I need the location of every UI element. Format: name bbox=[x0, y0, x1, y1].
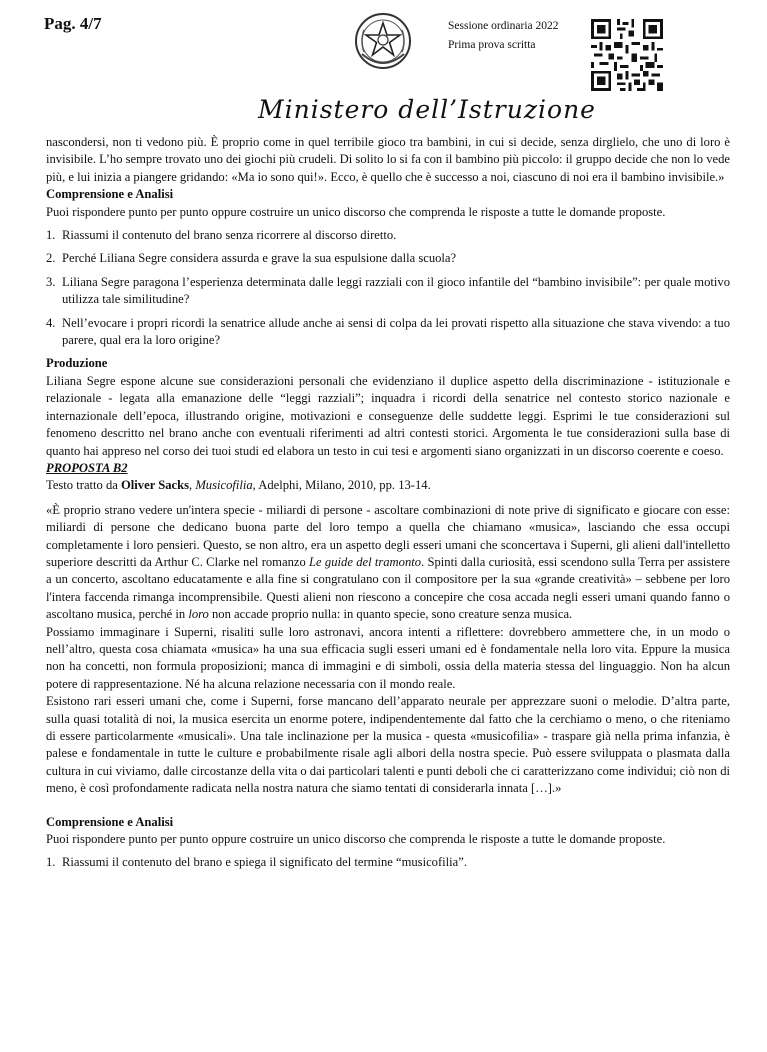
question-text: Riassumi il contenuto del brano senza ricorrere al discorso diretto. bbox=[62, 228, 397, 243]
quote-text: «È proprio strano vedere un'intera specie - miliardi di persone - ascoltare combinazioni di note prive di significato e giocare con esse: miliardi di persone che dedicano buona parte del loro tempo a quella che chiamano «musica», lasciando che essa occupi completamente i loro pensieri. Questo, se non altro, era un aspetto degli esseri umani che sconcertava i Superni, gli alieni dall'intelletto superiore descritti da Arthur C. Clarke nel romanzo bbox=[46, 502, 730, 569]
ministry-title: Ministero dell’Istruzione bbox=[258, 95, 596, 124]
section-heading-comprensione: Comprensione e Analisi bbox=[46, 187, 174, 202]
page-number: Pag. 4/7 bbox=[44, 14, 102, 33]
qr-code-icon bbox=[591, 19, 663, 91]
source-separator: , bbox=[189, 478, 196, 493]
source-citation bbox=[46, 477, 730, 494]
quote-italic-word: loro bbox=[188, 607, 209, 622]
quote-paragraph-1 bbox=[46, 502, 730, 624]
question-number: 3. bbox=[46, 274, 56, 289]
source-book: Musicofilia, bbox=[195, 478, 256, 493]
source-author: Oliver Sacks bbox=[121, 478, 190, 493]
source-details: Adelphi, Milano, 2010, pp. 13-14. bbox=[255, 478, 431, 493]
passage-ending: nascondersi, non ti vedono più. È proprio come in quel terribile gioco tra bambini, in cui si decide, senza dirglielo, che uno di loro è invisibile. L’ho sempre trovato uno dei giochi più crudeli. Di solito lo si fa con il bambino più piccolo: il gruppo decide che non lo vede più, e lui inizia a piangere gridando: «Ma io sono qui!». Ecco, è quello che è successo a noi, ciascuno di noi era il bambino invisibile.» bbox=[46, 135, 731, 184]
question-number: 2. bbox=[46, 251, 56, 266]
italian-republic-emblem-icon bbox=[352, 10, 414, 72]
question-text: Perché Liliana Segre considera assurda e grave la sua espulsione dalla scuola? bbox=[62, 251, 457, 266]
question-text: Riassumi il contenuto del brano e spiega il significato del termine “musicofilia”. bbox=[62, 855, 467, 870]
quote-paragraph-3: Esistono rari esseri umani che, come i Superni, forse mancano dell’apparato neurale per apprezzare suoni o melodie. D’altra parte, sulla quasi totalità di noi, la musica esercita un enorme potere, indipendentemente dal fatto che la cerchiamo o meno, o che riteniamo di essere particolarmente «musicali». Una tale inclinazione per la musica - questa «musicofilia» - traspare già nella prima infanzia, è palese e fondamentale in tutte le culture e probabilmente risale agli albori della nostra specie. Può essere sviluppata o plasmata dalla cultura in cui viviamo, dalle circostanze della vita o dai particolari talenti e punti deboli che ci caratterizzano come individui; ciò non di meno, è così profondamente radicata nella nostra natura che siamo tentati di considerarla innata […].» bbox=[46, 694, 730, 796]
quote-text: non accade proprio nulla: in quanto specie, sono creature senza musica. bbox=[208, 607, 573, 622]
question-number: 1. bbox=[46, 228, 56, 243]
quote-text: . Spinti dalla curiosità, essi scendono sulla Terra per assistere a un concerto, ascoltano educatamente e alla fine si congratulano con il compositore per la sua «grande creatività» – sebbene per loro l'intera faccenda rimanga incomprensibile. Questi alieni non riescono a concepire che cosa accada negli esseri umani quando fanno o ascoltano musica, perché in bbox=[46, 554, 730, 622]
section-heading-comprensione-2: Comprensione e Analisi bbox=[46, 814, 174, 829]
question-item bbox=[46, 227, 730, 244]
question-item bbox=[46, 315, 730, 350]
question-number: 4. bbox=[46, 315, 56, 330]
main-content bbox=[46, 134, 730, 878]
production-text: Liliana Segre espone alcune sue considerazioni personali che evidenziano il duplice aspetto della discriminazione - istituzionale e relazionale - legata alla emanazione delle “leggi razziali”; inquadra i ricordi della senatrice nel contesto storico nazionale e internazionale dell’epoca, illustrando origine, motivazioni e conseguenze delle suddette leggi. Esprimi le tue considerazioni sul fenomeno descritto nel brano anche con eventuali riferimenti ad altri contesti storici. Argomenta le tue considerazioni sulla base di quanto hai appreso nel corso dei tuoi studi ed elabora un testo in cui tesi e argomenti siano organizzati in un discorso coerente e coeso. bbox=[46, 373, 730, 458]
section-intro: Puoi rispondere punto per punto oppure costruire un unico discorso che comprenda le risposte a tutte le domande proposte. bbox=[46, 204, 666, 219]
section-heading-produzione: Produzione bbox=[46, 356, 108, 371]
question-number: 1. bbox=[46, 855, 56, 870]
question-item bbox=[46, 250, 730, 267]
section-intro-2: Puoi rispondere punto per punto oppure costruire un unico discorso che comprenda le risposte a tutte le domande proposte. bbox=[46, 832, 666, 847]
question-list bbox=[46, 227, 730, 349]
question-text: Nell’evocare i propri ricordi la senatrice allude anche ai sensi di colpa da lei provati rispetto alla situazione che stava vivendo: a tuo parere, qual era la loro origine? bbox=[62, 315, 730, 348]
question-item bbox=[46, 274, 730, 309]
quote-italic-title: Le guide del tramonto bbox=[309, 554, 422, 569]
question-text: Liliana Segre paragona l’esperienza determinata dalle leggi razziali con il gioco infantile del “bambino invisibile”: per quale motivo utilizza tale similitudine? bbox=[62, 274, 730, 307]
session-info bbox=[448, 17, 559, 55]
proposta-title: PROPOSTA B2 bbox=[46, 460, 128, 475]
exam-label: Prima prova scritta bbox=[448, 39, 536, 51]
quote-paragraph-2: Possiamo immaginare i Superni, risaliti sulle loro astronavi, ancora intenti a riflettere: dovrebbero ammettere che, in un modo o nell’altro, questa cosa chiamata «musica» ha una sua efficacia sugli esseri umani ed è fondamentale nella loro vita. Eppure la musica non ha concetti, non formula proposizioni; manca di immagini e di simboli, ossia della materia stessa del linguaggio. Non ha alcun potere di rappresentazione. Né ha alcuna relazione necessaria con il mondo reale. bbox=[46, 624, 730, 691]
question-list-2 bbox=[46, 854, 730, 871]
source-prefix: Testo tratto da bbox=[46, 478, 122, 493]
session-label: Sessione ordinaria 2022 bbox=[448, 20, 559, 32]
question-item bbox=[46, 854, 730, 871]
